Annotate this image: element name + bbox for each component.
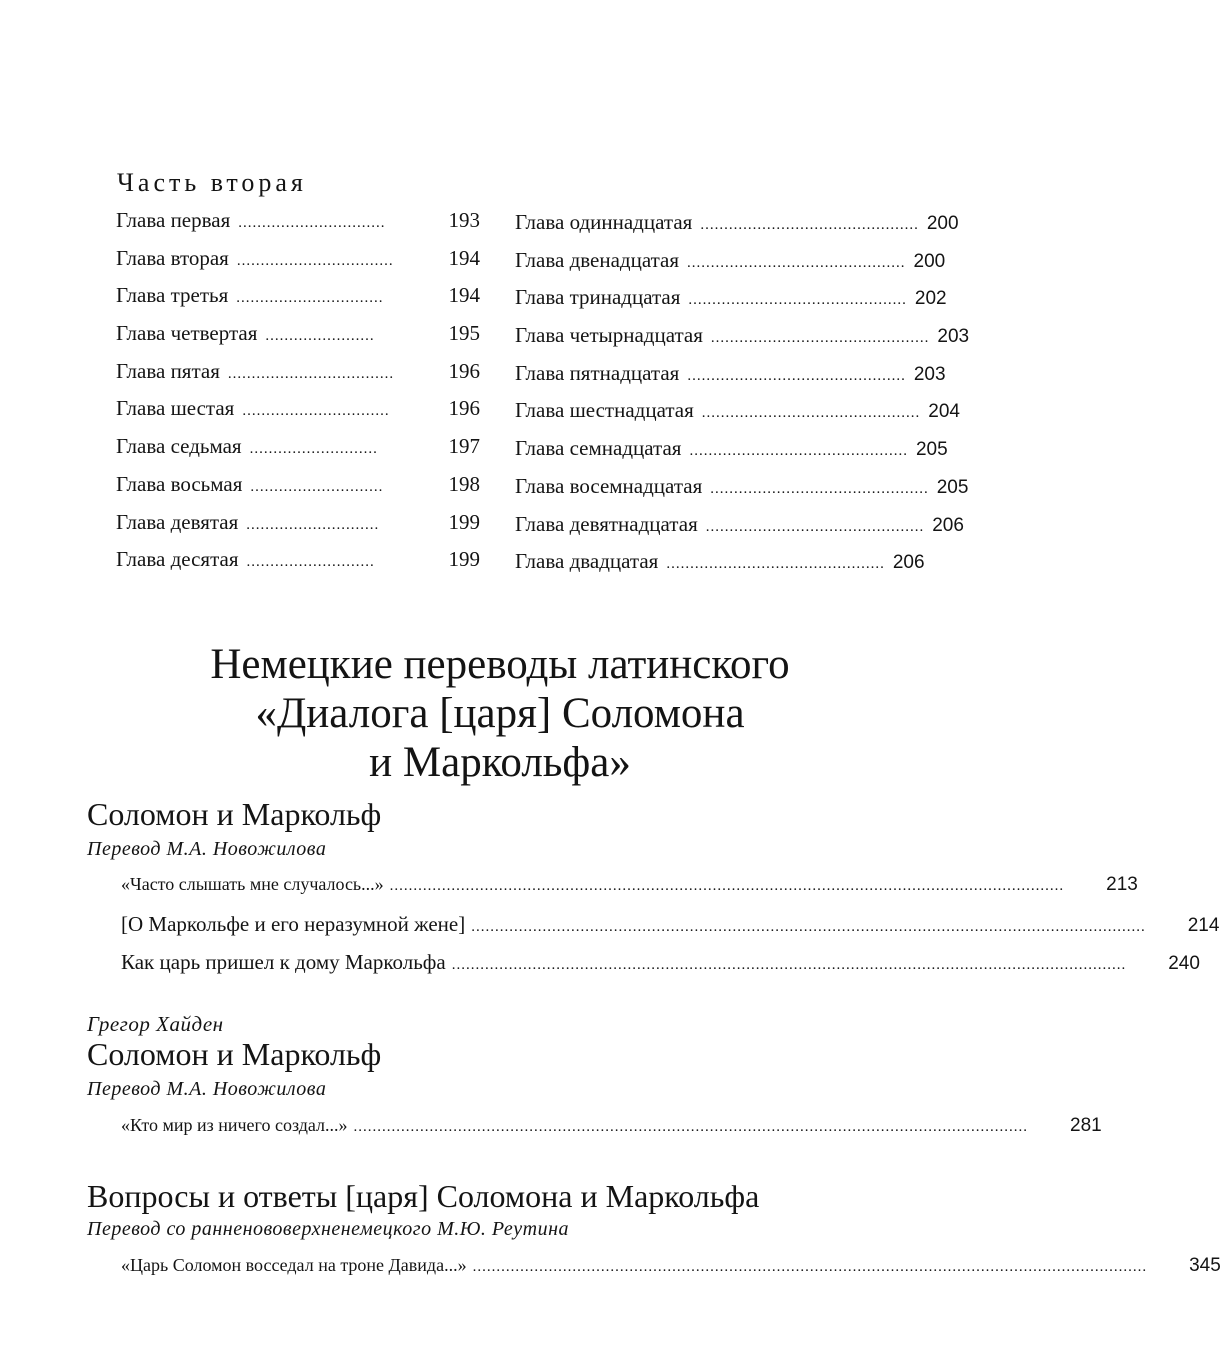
leader-dots: .............................................. xyxy=(700,217,919,233)
toc-entry-label: Глава шестая xyxy=(116,396,235,421)
toc-entry-label: Глава пятнадцатая xyxy=(515,360,680,385)
toc-entry-label: Глава одиннадцатая xyxy=(515,210,693,234)
toc-entry[interactable] xyxy=(116,510,480,548)
toc-entry-label: «Царь Соломон восседал на троне Давида...» xyxy=(121,1255,467,1275)
leader-dots: .............................................. xyxy=(705,518,925,535)
toc-entry-label: Глава десятая xyxy=(116,547,239,572)
translator-credit: Перевод М.А. Новожилова xyxy=(87,1078,327,1100)
toc-entry-label: Глава семнадцатая xyxy=(515,436,682,461)
toc-entry-label: Глава третья xyxy=(116,283,229,308)
toc-entry-page: 196 xyxy=(448,358,480,383)
toc-entry[interactable] xyxy=(121,1255,1221,1277)
toc-entry[interactable] xyxy=(116,472,480,510)
toc-entry[interactable] xyxy=(515,511,964,550)
toc-entry[interactable] xyxy=(515,360,946,399)
author-name: Грегор Хайден xyxy=(87,1012,224,1036)
translator-credit: Перевод со ранненововерхненемецкого М.Ю. Реутина xyxy=(87,1218,569,1240)
leader-dots: ................................... xyxy=(227,365,395,382)
toc-entry-page: 197 xyxy=(448,434,480,459)
toc-entry-label: Глава двадцатая xyxy=(515,549,659,574)
toc-entry[interactable] xyxy=(116,359,480,397)
toc-entry-label: Глава девятнадцатая xyxy=(515,511,698,536)
main-title-line: «Диалога [царя] Соломона xyxy=(255,690,745,737)
toc-entry[interactable] xyxy=(515,323,970,361)
toc-entry-page: 213 xyxy=(1106,874,1138,895)
leader-dots: .............................................. xyxy=(688,292,907,309)
toc-entry-page: 196 xyxy=(448,396,480,421)
toc-entry-label: Глава восемнадцатая xyxy=(515,473,703,498)
toc-entry[interactable] xyxy=(116,283,480,321)
toc-entry-page: 194 xyxy=(448,245,480,270)
toc-entry[interactable] xyxy=(116,396,480,434)
toc-entry-label: Глава вторая xyxy=(116,245,229,270)
toc-entry-page: 205 xyxy=(915,439,948,461)
section-title: Соломон и Маркольф xyxy=(87,796,382,832)
toc-entry-page: 281 xyxy=(1070,1115,1102,1136)
chapter-list-right xyxy=(515,210,970,587)
toc-entry[interactable] xyxy=(116,321,480,359)
leader-dots: ............................... xyxy=(242,403,390,420)
toc-entry[interactable] xyxy=(116,434,480,472)
leader-dots: ............................ xyxy=(250,478,384,495)
toc-entry-page: 200 xyxy=(926,213,959,234)
toc-entry-page: 193 xyxy=(448,208,480,232)
toc-entry-page: 206 xyxy=(892,552,925,574)
toc-entry-page: 206 xyxy=(932,514,964,536)
toc-entry-label: Глава седьмая xyxy=(116,434,242,459)
leader-dots: .............................................................................................................................................. xyxy=(472,1259,1148,1275)
leader-dots: .............................................. xyxy=(687,254,906,271)
leader-dots: .............................................. xyxy=(666,556,885,573)
main-title-line: и Маркольфа» xyxy=(369,739,631,786)
toc-entry-page: 200 xyxy=(913,250,946,272)
leader-dots: .............................................. xyxy=(687,367,906,384)
toc-entry-page: 240 xyxy=(1168,953,1200,974)
leader-dots: .............................................................................................................................................. xyxy=(389,878,1065,894)
toc-entry-label: Глава четвертая xyxy=(116,321,258,346)
leader-dots: .............................................. xyxy=(710,330,930,347)
toc-entry-label: Глава восьмая xyxy=(116,471,243,496)
toc-entry-page: 202 xyxy=(914,288,947,310)
part-two-heading: Часть вторая xyxy=(117,168,307,197)
toc-entry-page: 194 xyxy=(448,283,480,308)
toc-entry-page: 203 xyxy=(913,363,946,385)
toc-entry[interactable] xyxy=(121,950,1200,975)
leader-dots: .............................................................................................................................................. xyxy=(353,1119,1029,1135)
toc-entry-label: Глава первая xyxy=(116,208,231,232)
toc-entry[interactable] xyxy=(515,549,925,587)
main-section-title xyxy=(100,640,900,787)
toc-entry[interactable] xyxy=(515,436,948,474)
toc-entry-page: 199 xyxy=(448,509,480,534)
toc-entry-label: Глава тринадцатая xyxy=(515,285,681,310)
toc-entry-page: 195 xyxy=(448,321,480,346)
toc-entry-label: «Кто мир из ничего создал...» xyxy=(121,1115,348,1135)
main-title-line: Немецкие переводы латинского xyxy=(210,641,790,688)
toc-entry-label: Как царь пришел к дому Маркольфа xyxy=(121,950,446,974)
toc-entry[interactable] xyxy=(515,210,959,248)
toc-entry-page: 214 xyxy=(1187,915,1220,936)
leader-dots: ............................... xyxy=(238,215,386,231)
toc-entry-page: 204 xyxy=(928,401,960,423)
chapter-list-left xyxy=(116,208,480,585)
section-title: Соломон и Маркольф xyxy=(87,1036,382,1072)
leader-dots: ............................ xyxy=(246,516,380,533)
leader-dots: ........................... xyxy=(246,554,375,571)
toc-entry[interactable] xyxy=(116,547,480,585)
leader-dots: ........................... xyxy=(249,441,378,458)
toc-entry[interactable] xyxy=(121,912,1220,937)
toc-entry-label: Глава четырнадцатая xyxy=(515,323,703,348)
toc-entry[interactable] xyxy=(116,246,480,284)
toc-entry[interactable] xyxy=(515,247,946,286)
leader-dots: .............................................. xyxy=(689,443,908,460)
translator-credit: Перевод М.А. Новожилова xyxy=(87,838,327,860)
toc-entry[interactable] xyxy=(116,208,480,246)
toc-entry-label: Глава девятая xyxy=(116,509,239,534)
toc-entry-label: [О Маркольфе и его неразумной жене] xyxy=(121,912,466,936)
toc-entry-page: 345 xyxy=(1189,1255,1221,1276)
leader-dots: .............................................. xyxy=(710,480,929,497)
toc-entry[interactable] xyxy=(515,398,960,436)
toc-entry-page: 203 xyxy=(937,326,970,348)
toc-entry-label: Глава пятая xyxy=(116,358,220,383)
toc-entry-label: Глава двенадцатая xyxy=(515,247,680,272)
leader-dots: .............................................................................................................................................. xyxy=(471,919,1146,935)
leader-dots: ....................... xyxy=(265,328,375,345)
section-title: Вопросы и ответы [царя] Соломона и Маркольфа xyxy=(87,1178,760,1214)
toc-entry[interactable] xyxy=(121,874,1138,896)
toc-entry-label: Глава шестнадцатая xyxy=(515,398,694,423)
toc-entry[interactable] xyxy=(515,473,969,512)
toc-entry[interactable] xyxy=(515,285,947,323)
toc-entry-page: 198 xyxy=(448,471,480,496)
toc-entry[interactable] xyxy=(121,1115,1102,1137)
toc-entry-page: 205 xyxy=(936,476,969,498)
toc-entry-label: «Часто слышать мне случалось...» xyxy=(121,874,384,894)
toc-entry-page: 199 xyxy=(448,547,480,572)
leader-dots: ............................... xyxy=(236,290,384,307)
leader-dots: ................................. xyxy=(236,252,394,269)
leader-dots: .............................................................................................................................................. xyxy=(451,957,1127,973)
leader-dots: .............................................. xyxy=(701,405,921,422)
